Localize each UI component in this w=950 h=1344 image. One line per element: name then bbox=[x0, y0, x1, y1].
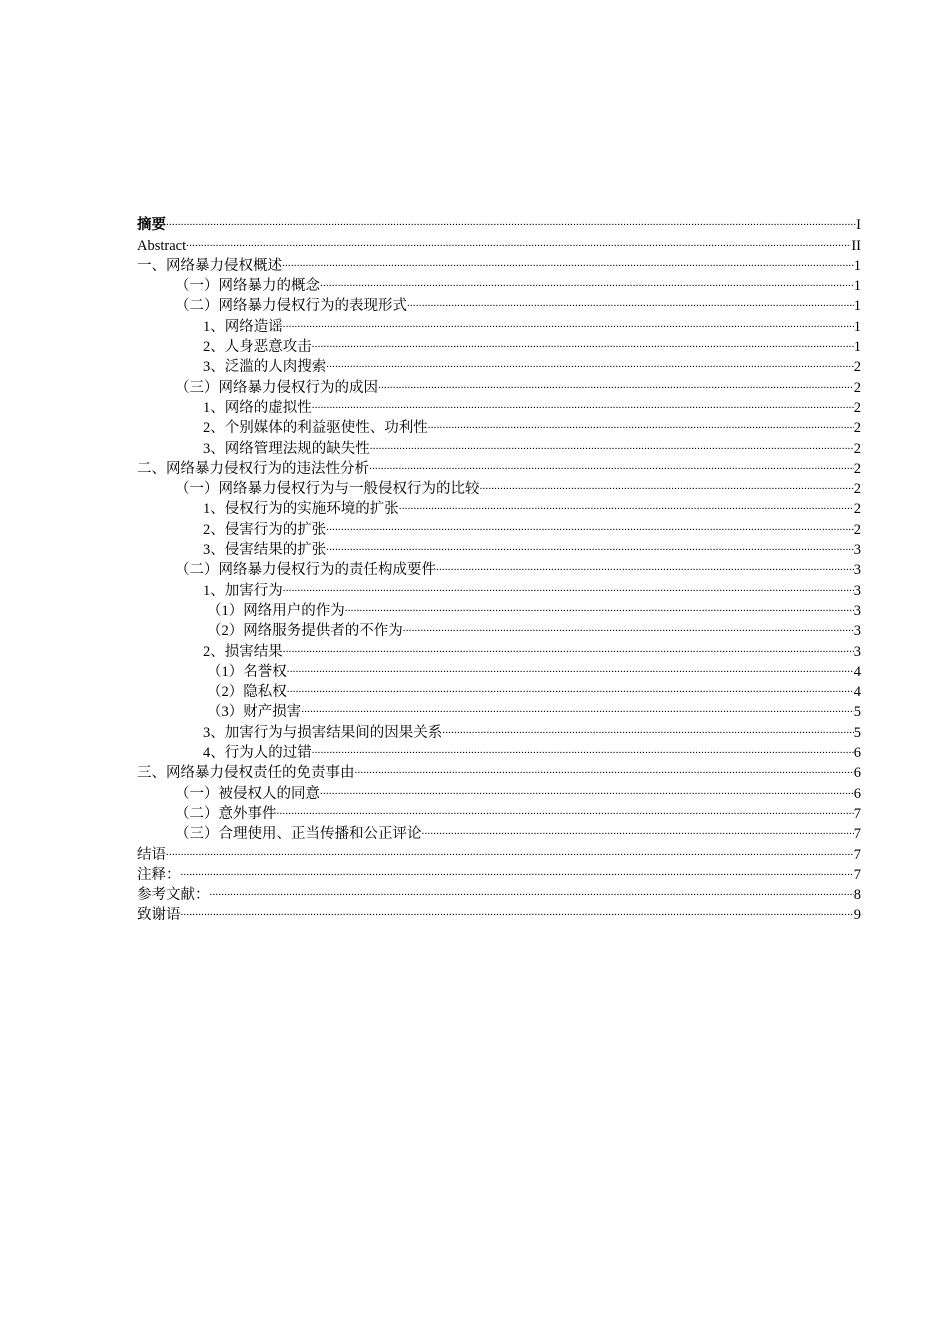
toc-entry[interactable] bbox=[137, 899, 861, 924]
toc-entry-page-number: 2 bbox=[853, 420, 861, 437]
toc-entry-title: （二）网络暴力侵权行为的责任构成要件 bbox=[175, 562, 436, 579]
toc-entry-title: 2、人身恶意攻击 bbox=[203, 339, 312, 356]
toc-dot-leader bbox=[282, 250, 854, 270]
toc-entry-page-number: 5 bbox=[853, 724, 861, 741]
toc-dot-leader bbox=[312, 392, 854, 412]
toc-entry-title: （2）网络服务提供者的不作为 bbox=[207, 623, 403, 640]
toc-dot-leader bbox=[399, 493, 854, 513]
toc-entry-page-number: 1 bbox=[853, 278, 861, 295]
toc-entry-page-number: 1 bbox=[853, 257, 861, 274]
toc-dot-leader bbox=[407, 290, 854, 310]
toc-dot-leader bbox=[320, 270, 854, 290]
toc-entry-title: 3、加害行为与损害结果间的因果关系 bbox=[203, 724, 443, 741]
toc-entry-title: Abstract bbox=[137, 237, 187, 254]
toc-dot-leader bbox=[301, 696, 854, 716]
toc-entry-page-number: 3 bbox=[853, 623, 861, 640]
toc-dot-leader bbox=[181, 899, 854, 919]
toc-entry-title: （二）网络暴力侵权行为的表现形式 bbox=[175, 298, 407, 315]
toc-entry-title: 2、个别媒体的利益驱使性、功利性 bbox=[203, 420, 428, 437]
toc-entry-title: （一）网络暴力侵权行为与一般侵权行为的比较 bbox=[175, 481, 480, 498]
toc-entry[interactable] bbox=[137, 229, 861, 254]
toc-entry-page-number: 6 bbox=[853, 745, 861, 762]
toc-entry-title: 3、网络管理法规的缺失性 bbox=[203, 440, 370, 457]
toc-dot-leader bbox=[277, 798, 854, 818]
toc-entry-page-number: 4 bbox=[853, 663, 861, 680]
toc-entry-page-number: 3 bbox=[853, 602, 861, 619]
toc-entry-page-number: 3 bbox=[853, 562, 861, 579]
toc-entry-title: （三）合理使用、正当传播和公正评论 bbox=[175, 826, 422, 843]
toc-entry-title: 2、侵害行为的扩张 bbox=[203, 521, 327, 538]
toc-entry-page-number: 6 bbox=[853, 765, 861, 782]
toc-dot-leader bbox=[320, 777, 854, 797]
toc-dot-leader bbox=[326, 513, 854, 533]
toc-dot-leader bbox=[287, 676, 854, 696]
toc-dot-leader bbox=[480, 473, 854, 493]
toc-entry-page-number: 7 bbox=[853, 826, 861, 843]
toc-entry-page-number: 1 bbox=[853, 339, 861, 356]
toc-entry-title: 致谢语 bbox=[137, 907, 181, 924]
toc-dot-leader bbox=[370, 432, 854, 452]
toc-dot-leader bbox=[436, 554, 854, 574]
toc-entry-title: 4、行为人的过错 bbox=[203, 745, 312, 762]
table-of-contents bbox=[137, 209, 861, 924]
toc-entry-page-number: 2 bbox=[853, 359, 861, 376]
toc-entry-title: 注释： bbox=[137, 866, 181, 883]
toc-entry-page-number: 1 bbox=[853, 318, 861, 335]
toc-entry-page-number: 7 bbox=[853, 846, 861, 863]
toc-entry-title: （2）隐私权 bbox=[207, 684, 287, 701]
toc-entry-page-number: 1 bbox=[853, 298, 861, 315]
toc-entry-page-number: 7 bbox=[853, 866, 861, 883]
toc-entry-title: 二、网络暴力侵权行为的违法性分析 bbox=[137, 460, 369, 477]
toc-entry-title: 1、网络造谣 bbox=[203, 318, 283, 335]
toc-entry-title: （3）财产损害 bbox=[207, 704, 302, 721]
toc-entry-page-number: 2 bbox=[853, 501, 861, 518]
toc-dot-leader bbox=[283, 574, 854, 594]
toc-entry-page-number: I bbox=[856, 217, 861, 234]
toc-entry-page-number: 4 bbox=[853, 684, 861, 701]
toc-dot-leader bbox=[326, 351, 854, 371]
toc-entry-title: 参考文献： bbox=[137, 887, 210, 904]
toc-entry-page-number: 2 bbox=[853, 460, 861, 477]
toc-entry-page-number: 2 bbox=[853, 379, 861, 396]
toc-dot-leader bbox=[287, 656, 854, 676]
toc-entry-page-number: 3 bbox=[853, 643, 861, 660]
toc-entry-title: （二）意外事件 bbox=[175, 805, 277, 822]
toc-entry-page-number: 5 bbox=[853, 704, 861, 721]
toc-entry-title: 1、网络的虚拟性 bbox=[203, 399, 312, 416]
toc-entry-title: （三）网络暴力侵权行为的成因 bbox=[175, 379, 378, 396]
toc-entry-page-number: 3 bbox=[853, 582, 861, 599]
toc-dot-leader bbox=[422, 818, 854, 838]
toc-entry[interactable] bbox=[137, 250, 861, 274]
toc-entry-page-number: 2 bbox=[853, 481, 861, 498]
toc-entry-title: 摘要 bbox=[137, 217, 166, 234]
toc-entry-page-number: 7 bbox=[853, 805, 861, 822]
toc-dot-leader bbox=[283, 310, 854, 330]
toc-dot-leader bbox=[312, 737, 854, 757]
toc-entry-title: （1）网络用户的作为 bbox=[207, 602, 345, 619]
toc-entry-page-number: 3 bbox=[853, 542, 861, 559]
toc-entry-title: 2、损害结果 bbox=[203, 643, 283, 660]
toc-entry-title: 3、侵害结果的扩张 bbox=[203, 542, 327, 559]
toc-dot-leader bbox=[428, 412, 854, 432]
toc-dot-leader bbox=[403, 615, 854, 635]
toc-dot-leader bbox=[442, 716, 854, 736]
toc-entry-page-number: 6 bbox=[853, 785, 861, 802]
toc-entry-page-number: 9 bbox=[853, 907, 861, 924]
toc-entry-page-number: 2 bbox=[853, 521, 861, 538]
toc-entry-page-number: 2 bbox=[853, 399, 861, 416]
toc-dot-leader bbox=[210, 879, 854, 899]
toc-entry-title: 结语 bbox=[137, 846, 166, 863]
toc-dot-leader bbox=[326, 534, 854, 554]
toc-dot-leader bbox=[312, 331, 854, 351]
toc-dot-leader bbox=[345, 595, 854, 615]
toc-dot-leader bbox=[166, 209, 856, 229]
toc-entry[interactable] bbox=[137, 209, 861, 234]
toc-dot-leader bbox=[283, 635, 854, 655]
toc-entry-title: 一、网络暴力侵权概述 bbox=[137, 257, 282, 274]
toc-entry[interactable] bbox=[137, 879, 861, 904]
toc-entry-page-number: II bbox=[851, 237, 861, 254]
toc-entry[interactable] bbox=[137, 838, 861, 863]
toc-entry-title: 3、泛滥的人肉搜索 bbox=[203, 359, 327, 376]
toc-entry-page-number: 8 bbox=[853, 887, 861, 904]
toc-entry[interactable] bbox=[137, 859, 861, 883]
toc-dot-leader bbox=[166, 838, 854, 858]
toc-dot-leader bbox=[355, 757, 854, 777]
toc-entry-page-number: 2 bbox=[853, 440, 861, 457]
toc-dot-leader bbox=[369, 453, 854, 473]
toc-entry-title: 1、侵权行为的实施环境的扩张 bbox=[203, 501, 399, 518]
toc-entry-title: （一）被侵权人的同意 bbox=[175, 785, 320, 802]
toc-entry-title: （一）网络暴力的概念 bbox=[175, 278, 320, 295]
toc-entry-title: （1）名誉权 bbox=[207, 663, 287, 680]
toc-dot-leader bbox=[181, 859, 854, 879]
toc-entry-title: 三、网络暴力侵权责任的免责事由 bbox=[137, 765, 355, 782]
toc-entry-title: 1、加害行为 bbox=[203, 582, 283, 599]
toc-dot-leader bbox=[378, 371, 854, 391]
toc-dot-leader bbox=[186, 229, 851, 249]
